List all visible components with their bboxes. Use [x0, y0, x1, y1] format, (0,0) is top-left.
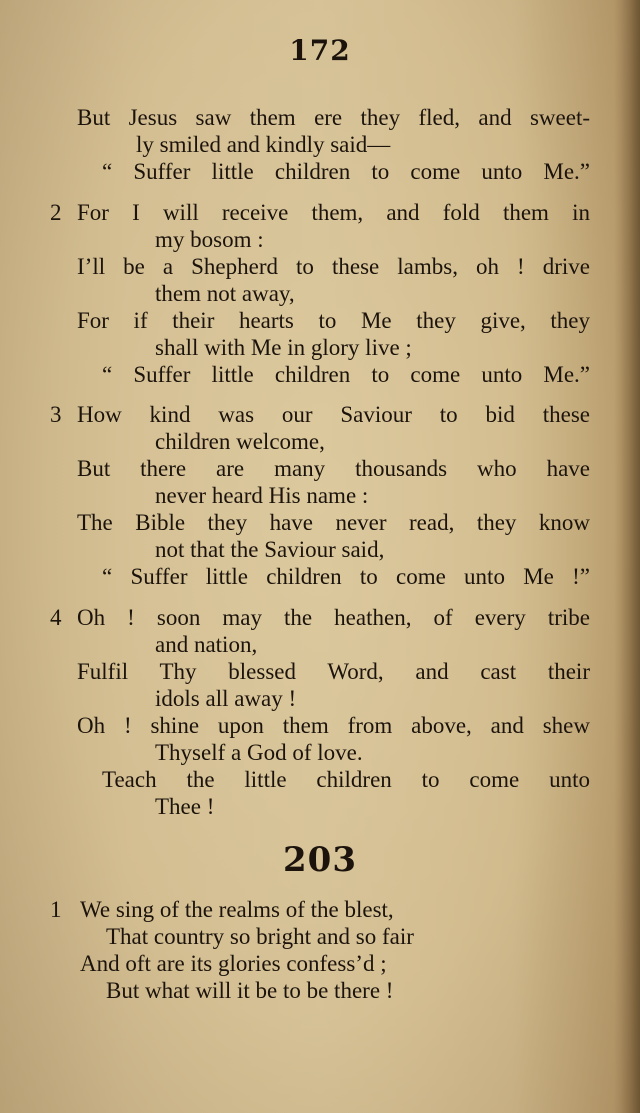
verse-number: 1	[50, 897, 62, 922]
verse-line: But Jesus saw them ere they fled, and sweet-	[77, 105, 590, 130]
verse-line: How kind was our Saviour to bid these	[77, 402, 590, 427]
verse-line: But there are many thousands who have	[77, 456, 590, 481]
verse-line: But what will it be to be there !	[106, 978, 394, 1003]
verse-line: and nation,	[155, 632, 258, 657]
verse-refrain: “ Suffer little children to come unto Me.”	[102, 362, 590, 387]
verse-number: 4	[50, 605, 62, 630]
verse-line: For I will receive them, and fold them in	[77, 200, 590, 225]
verse-refrain: “ Suffer little children to come unto Me.”	[102, 159, 590, 184]
verse-line: not that the Saviour said,	[155, 537, 385, 562]
verse-line: The Bible they have never read, they know	[77, 510, 590, 535]
verse-line: I’ll be a Shepherd to these lambs, oh ! drive	[77, 254, 590, 279]
verse-line: And oft are its glories confess’d ;	[80, 951, 387, 976]
verse-line: For if their hearts to Me they give, they	[77, 308, 590, 333]
verse-line: That country so bright and so fair	[106, 924, 414, 949]
verse-number: 2	[50, 200, 62, 225]
verse-line: Oh ! soon may the heathen, of every tribe	[77, 605, 590, 630]
verse-line: idols all away !	[155, 686, 297, 711]
verse-line: never heard His name :	[155, 483, 369, 508]
page-edge-shadow	[614, 0, 640, 1113]
verse-line: Thyself a God of love.	[155, 740, 363, 765]
verse-refrain: Teach the little children to come unto	[102, 767, 590, 792]
verse-line: We sing of the realms of the blest,	[80, 897, 394, 922]
verse-line: ly smiled and kindly said—	[136, 132, 391, 157]
verse-line: children welcome,	[155, 429, 325, 454]
verse-line: shall with Me in glory live ;	[155, 335, 412, 360]
verse-number: 3	[50, 402, 62, 427]
verse-refrain: “ Suffer little children to come unto Me !”	[102, 564, 590, 589]
verse-line: them not away,	[155, 281, 295, 306]
verse-line: Fulfil Thy blessed Word, and cast their	[77, 659, 590, 684]
verse-line: my bosom :	[155, 227, 264, 252]
verse-line: Thee !	[155, 794, 215, 819]
hymn-number: 203	[283, 840, 357, 880]
verse-line: Oh ! shine upon them from above, and shew	[77, 713, 590, 738]
page-number: 172	[289, 34, 351, 67]
